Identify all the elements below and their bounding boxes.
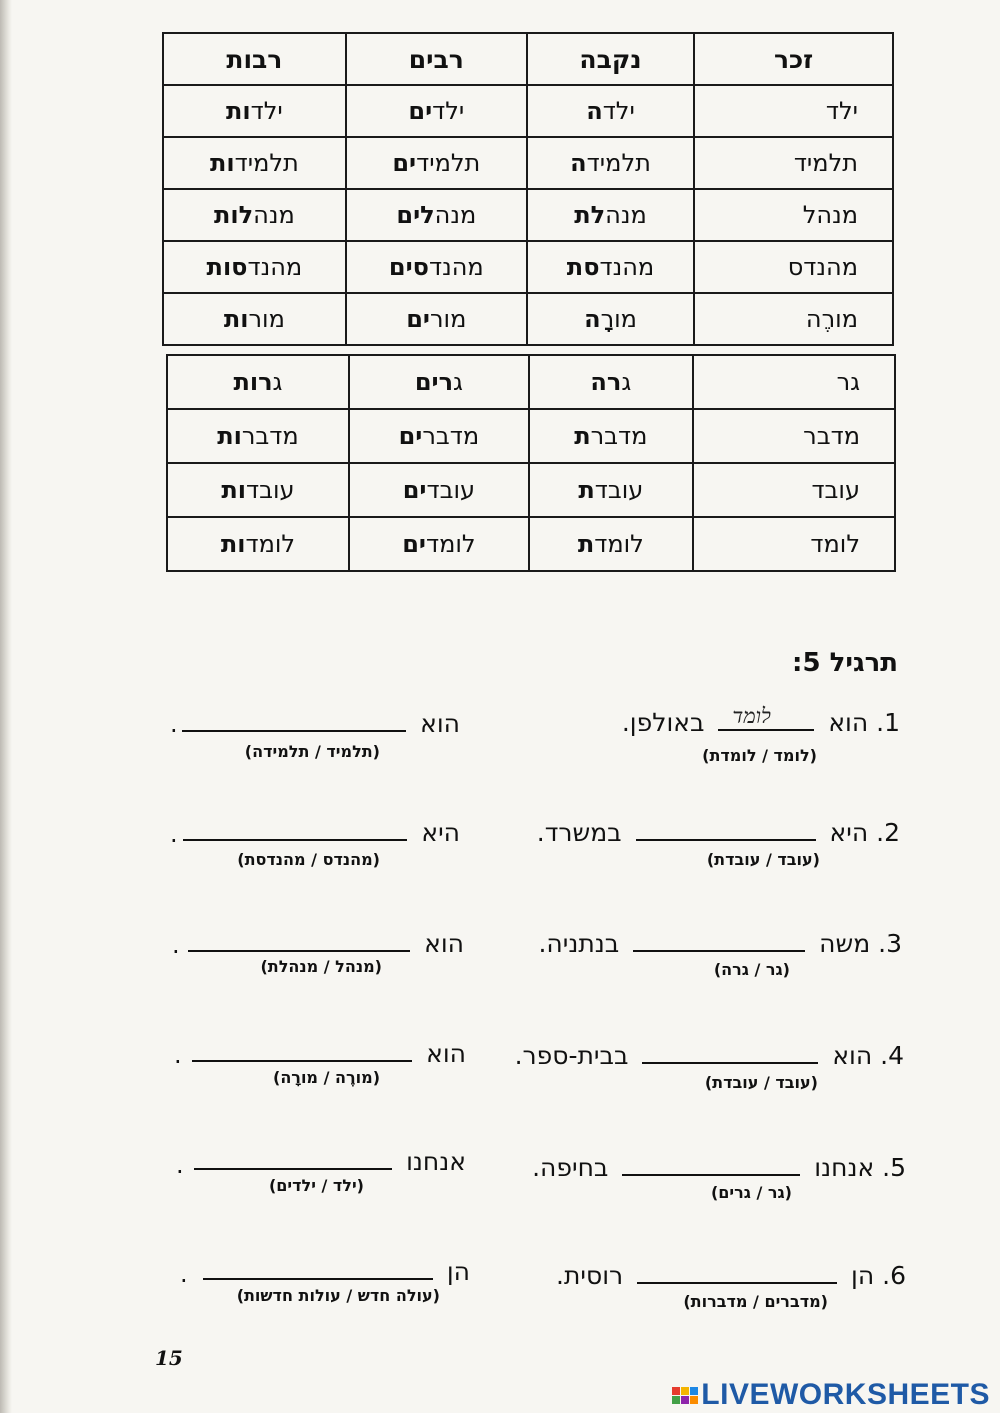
- table-row: [163, 241, 893, 293]
- item-number: 6.: [882, 1261, 906, 1290]
- cell-plural-fem: מדברות: [167, 409, 349, 463]
- cell-plural: תלמידים: [346, 137, 527, 189]
- period: .: [174, 1041, 182, 1069]
- answer-blank-6b[interactable]: [203, 1256, 433, 1280]
- item-subject: משה: [819, 929, 871, 958]
- item-subject: היא: [829, 818, 869, 847]
- choice-hint: (עובד / עובדת): [704, 1073, 818, 1092]
- cell-feminine: מנהלת: [527, 189, 694, 241]
- exercise-item-6: [556, 1260, 906, 1290]
- exercise-item-2: [537, 817, 900, 847]
- answer-blank-6[interactable]: [637, 1260, 837, 1284]
- choice-hint: (עובד / עובדת): [706, 850, 820, 869]
- answer-blank-4[interactable]: [642, 1040, 818, 1064]
- cell-plural-fem: מורות: [163, 293, 346, 345]
- exercise-item-6b: [197, 1256, 470, 1286]
- choice-hint: (ילד / ילדים): [268, 1176, 364, 1195]
- noun-forms-table: [162, 32, 894, 346]
- table-row: [167, 355, 895, 409]
- item-subject: אנחנו: [406, 1147, 466, 1176]
- cell-plural: מנהלים: [346, 189, 527, 241]
- period: .: [170, 820, 178, 848]
- cell-feminine: לומדת: [529, 517, 693, 571]
- item-subject: הוא: [426, 1039, 466, 1068]
- cell-masculine: מנהל: [694, 189, 893, 241]
- exercise-title: תרגיל 5:: [792, 648, 898, 678]
- table-row: [163, 137, 893, 189]
- cell-feminine: מדברת: [529, 409, 693, 463]
- exercise-item-1b: [176, 708, 460, 738]
- exercise-item-3b: [182, 928, 464, 958]
- answer-blank-1b[interactable]: [182, 708, 406, 732]
- choice-hint: (מדברים / מדברות): [683, 1292, 828, 1311]
- cell-plural: גרים: [349, 355, 529, 409]
- answer-blank-5[interactable]: [622, 1152, 800, 1176]
- header-masculine: זכר: [694, 33, 893, 85]
- cell-plural-fem: תלמידות: [163, 137, 346, 189]
- item-subject: הוא: [832, 1041, 873, 1070]
- table-row: [167, 409, 895, 463]
- cell-plural: ילדים: [346, 85, 527, 137]
- item-number: 5.: [882, 1153, 906, 1182]
- item-subject: הוא: [420, 709, 460, 738]
- cell-feminine: עובדת: [529, 463, 693, 517]
- item-complement: במשרד.: [536, 818, 622, 847]
- choice-hint: (מהנדס / מהנדסת): [237, 850, 380, 869]
- item-subject: הן: [851, 1261, 875, 1290]
- exercise-item-4: [515, 1040, 904, 1070]
- item-subject: הוא: [424, 929, 464, 958]
- verb-forms-table: [166, 354, 896, 572]
- answer-blank-3[interactable]: [633, 928, 805, 952]
- header-masculine-plural: רבים: [346, 33, 527, 85]
- answer-blank-3b[interactable]: [188, 928, 410, 952]
- period: .: [170, 710, 178, 738]
- cell-masculine: מהנדס: [694, 241, 893, 293]
- answer-blank-2[interactable]: [636, 817, 816, 841]
- exercise-item-3: [538, 928, 902, 958]
- table-row: [163, 293, 893, 345]
- cell-plural: לומדים: [349, 517, 529, 571]
- cell-feminine: מהנדסת: [527, 241, 694, 293]
- logo-blocks-icon: [672, 1387, 698, 1404]
- filled-answer: לומד: [732, 704, 771, 728]
- cell-plural-fem: לומדות: [167, 517, 349, 571]
- cell-plural: עובדים: [349, 463, 529, 517]
- page-number: 15: [155, 1346, 183, 1370]
- item-subject: הוא: [828, 708, 869, 737]
- item-number: 2.: [876, 818, 900, 847]
- header-feminine: נקבה: [527, 33, 694, 85]
- item-number: 4.: [880, 1041, 904, 1070]
- choice-hint: (מנהל / מנהלת): [260, 957, 382, 976]
- cell-plural-fem: מנהלות: [163, 189, 346, 241]
- period: .: [176, 1151, 184, 1179]
- exercise-item-5: [532, 1152, 906, 1182]
- cell-masculine: ילד: [694, 85, 893, 137]
- choice-hint: (גר / גרה): [713, 960, 790, 979]
- cell-feminine: ילדה: [527, 85, 694, 137]
- item-complement: בחיפה.: [532, 1153, 609, 1182]
- item-subject: אנחנו: [814, 1153, 875, 1182]
- table-row: [167, 517, 895, 571]
- choice-hint: (גר / גרים): [710, 1183, 792, 1202]
- choice-hint: (מורֶה / מורָה): [273, 1068, 380, 1087]
- cell-masculine: עובד: [693, 463, 895, 517]
- cell-plural-fem: מהנדסות: [163, 241, 346, 293]
- exercise-item-2b: [177, 817, 460, 847]
- answer-blank-4b[interactable]: [192, 1038, 412, 1062]
- table-header-row: [163, 33, 893, 85]
- cell-masculine: לומד: [693, 517, 895, 571]
- brand-name: LIVEWORKSHEETS: [701, 1378, 990, 1411]
- cell-masculine: מדבר: [693, 409, 895, 463]
- cell-plural-fem: ילדות: [163, 85, 346, 137]
- exercise-item-4b: [186, 1038, 466, 1068]
- cell-plural: מורים: [346, 293, 527, 345]
- exercise-item-5b: [188, 1146, 466, 1176]
- cell-masculine: גר: [693, 355, 895, 409]
- exercise-item-1: [621, 704, 900, 737]
- item-complement: באולפן.: [621, 708, 705, 737]
- table-row: [163, 189, 893, 241]
- item-complement: רוסית.: [556, 1261, 624, 1290]
- choice-hint: (תלמיד / תלמידה): [244, 742, 380, 761]
- item-subject: היא: [421, 818, 460, 847]
- cell-plural-fem: גרות: [167, 355, 349, 409]
- page-shadow: [0, 0, 12, 1413]
- item-complement: בבית-ספר.: [514, 1041, 629, 1070]
- cell-masculine: מורֶה: [694, 293, 893, 345]
- answer-blank-1[interactable]: [718, 704, 814, 731]
- cell-feminine: מורָה: [527, 293, 694, 345]
- item-complement: בנתניה.: [538, 929, 620, 958]
- cell-masculine: תלמיד: [694, 137, 893, 189]
- cell-feminine: תלמידה: [527, 137, 694, 189]
- period: .: [180, 1260, 188, 1288]
- choice-hint: (לומד / לומדת): [702, 746, 817, 765]
- answer-blank-5b[interactable]: [194, 1146, 392, 1170]
- liveworksheets-logo: [672, 1378, 990, 1412]
- cell-plural: מהנדסים: [346, 241, 527, 293]
- table-row: [167, 463, 895, 517]
- period: .: [172, 931, 180, 959]
- cell-feminine: גרה: [529, 355, 693, 409]
- choice-hint: (עולה חדש / עולות חדשות): [236, 1286, 440, 1305]
- item-number: 1.: [876, 708, 900, 737]
- answer-blank-2b[interactable]: [183, 817, 407, 841]
- item-subject: הן: [446, 1257, 470, 1286]
- header-feminine-plural: רבות: [163, 33, 346, 85]
- cell-plural-fem: עובדות: [167, 463, 349, 517]
- item-number: 3.: [878, 929, 902, 958]
- cell-plural: מדברים: [349, 409, 529, 463]
- table-row: [163, 85, 893, 137]
